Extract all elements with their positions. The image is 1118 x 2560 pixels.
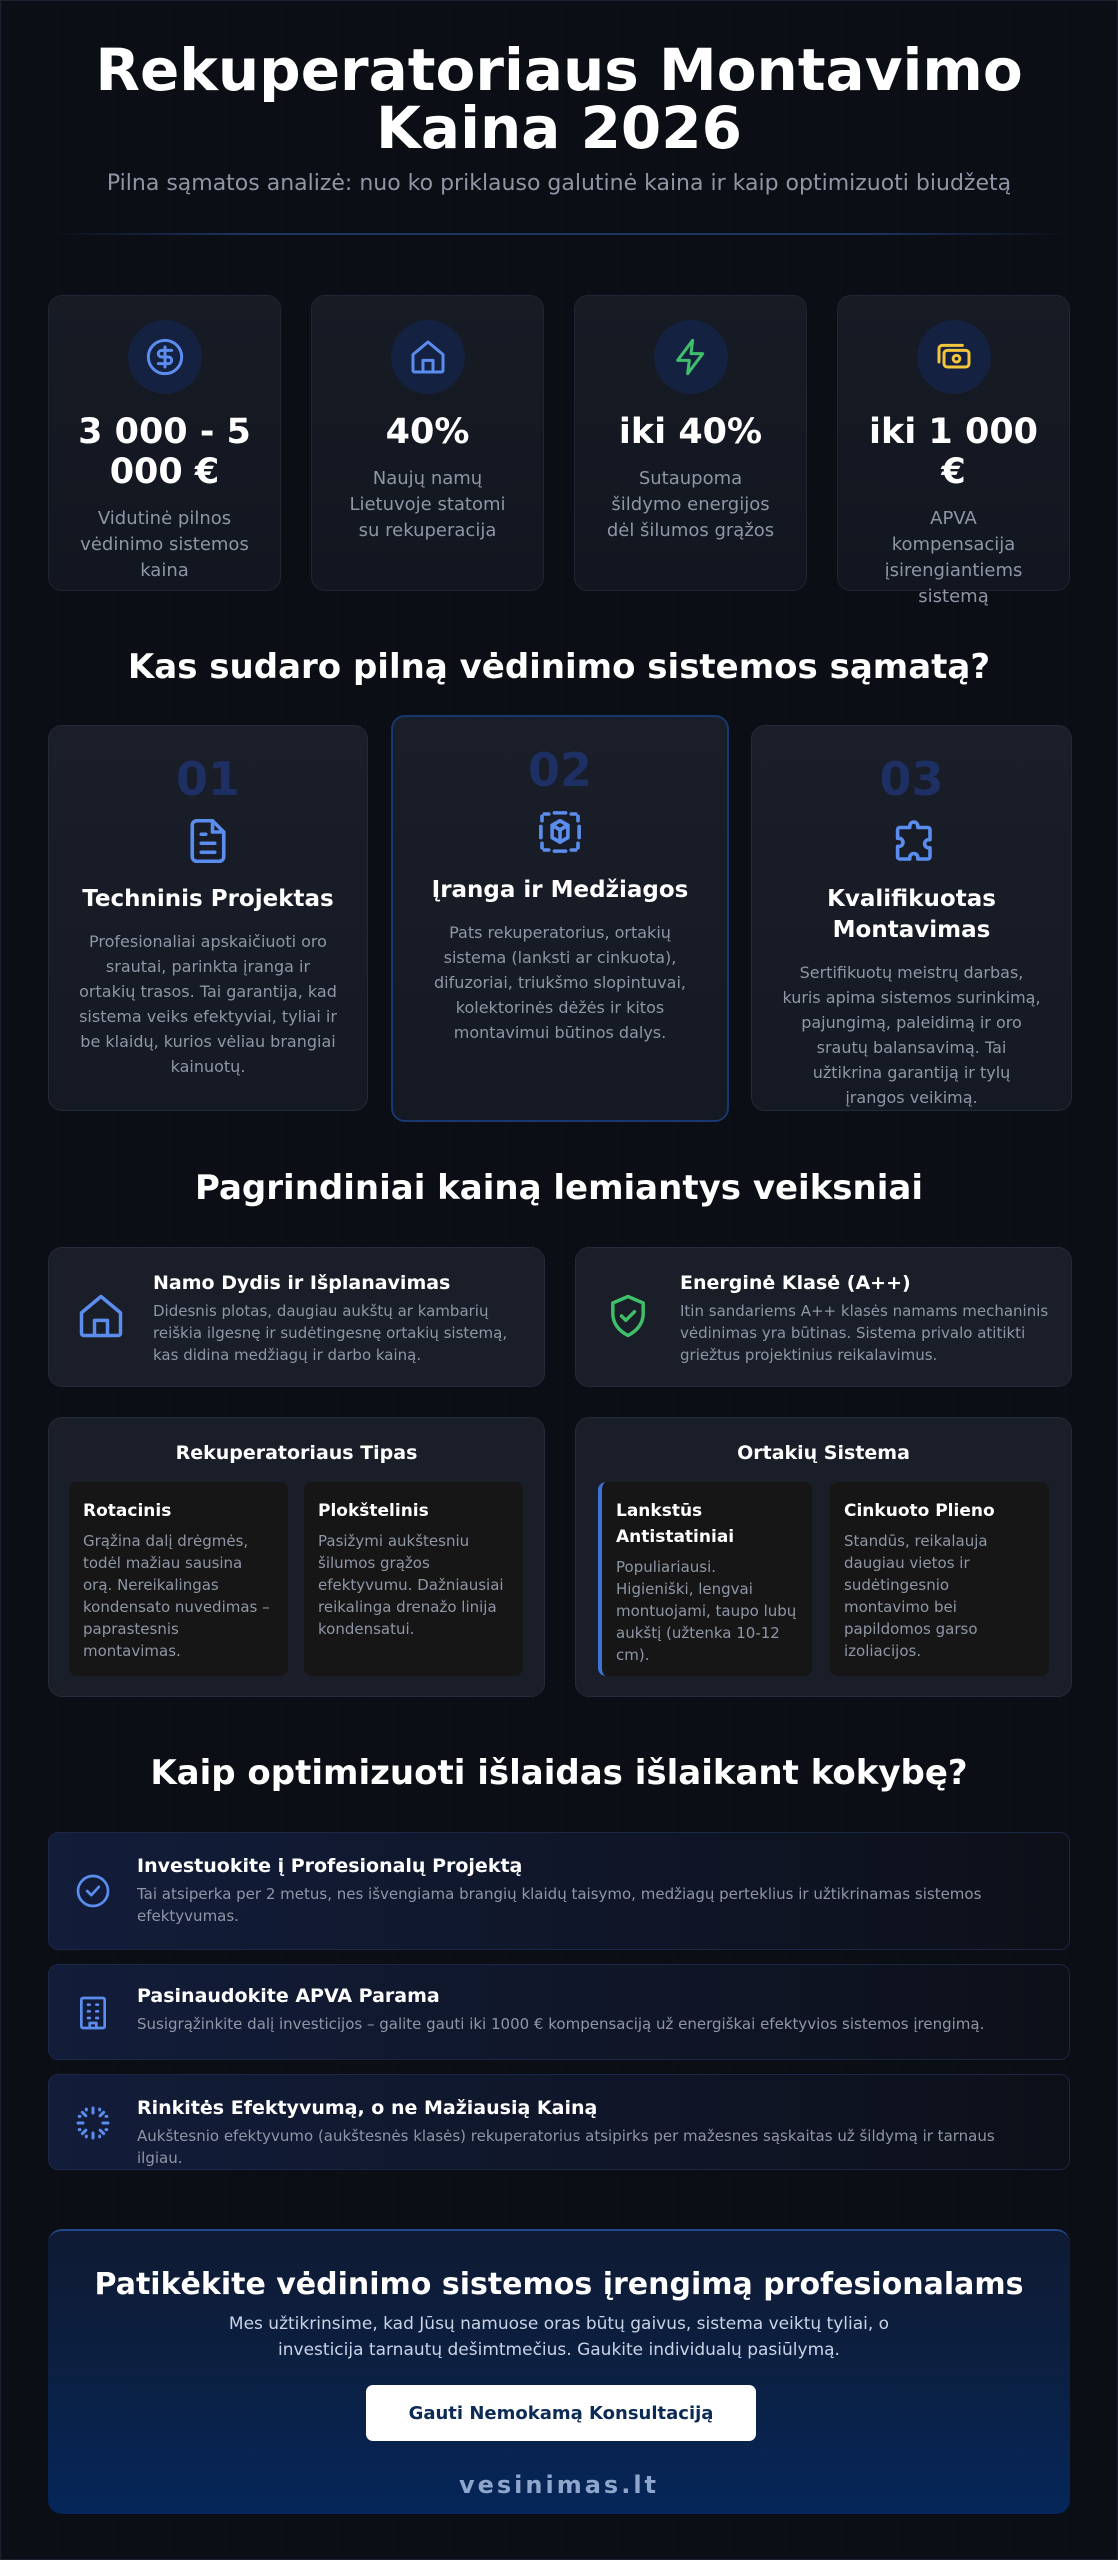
component-title: Įranga ir Medžiagos	[431, 877, 689, 903]
stat-value: iki 1 000 €	[868, 412, 1039, 492]
dollar-icon	[128, 320, 202, 394]
tip-title: Pasinaudokite APVA Parama	[137, 1985, 440, 2007]
banknote-icon	[917, 320, 991, 394]
component-number: 02	[527, 743, 592, 797]
option-description: Standūs, reikalauja daugiau vietos ir sudėtingesnio montavimo bei papildomos garso izoliacijos.	[844, 1532, 988, 1660]
group-title: Ortakių Sistema	[737, 1442, 910, 1464]
page-title-line-1: Rekuperatoriaus Montavimo	[95, 36, 1023, 104]
home-icon	[391, 320, 465, 394]
page-title-line-2: Kaina 2026	[375, 94, 742, 162]
tip-card-apva	[48, 1964, 1070, 2060]
tip-description: Tai atsiperka per 2 metus, nes išvengiama brangių klaidų taisymo, medžiagų perteklius ir užtikrinamas sistemos efektyvumas.	[137, 1885, 982, 1925]
factor-title: Energinė Klasė (A++)	[680, 1272, 911, 1294]
page-title	[48, 36, 1070, 162]
factor-card-house-size	[48, 1247, 545, 1387]
component-title: Techninis Projektas	[82, 886, 334, 912]
brand-name: vesinimas.lt	[458, 2471, 660, 2499]
factor-group-duct-system	[575, 1417, 1072, 1697]
stat-card-price	[48, 295, 281, 591]
component-description: Sertifikuotų meistrų darbas, kuris apima sistemos surinkimą, pajungimą, paleidimą ir oro srautų balansavimą. Tai užtikrina garantiją ir tylų įrangos veikimą.	[782, 963, 1041, 1107]
option-card-plate	[304, 1482, 523, 1676]
components-section-title: Kas sudaro pilną vėdinimo sistemos sąmatą?	[127, 647, 991, 687]
zap-icon	[654, 320, 728, 394]
stat-description: APVA kompensacija įsirengiantiems sistemą	[884, 508, 1023, 607]
factor-description: Itin sandariems A++ klasės namams mechaninis vėdinimas yra būtinas. Sistema privalo atitikti griežtus projektinius reikalavimus.	[680, 1302, 1049, 1364]
option-card-rotary	[69, 1482, 288, 1676]
loader-icon	[73, 2103, 113, 2143]
document-icon	[181, 814, 235, 868]
cta-panel	[48, 2229, 1070, 2514]
component-card-installation	[751, 725, 1072, 1111]
factors-section-title: Pagrindiniai kainą lemiantys veiksniai	[194, 1168, 923, 1208]
puzzle-icon	[885, 814, 939, 868]
stat-card-share	[311, 295, 544, 591]
cta-title: Patikėkite vėdinimo sistemos įrengimą profesionalams	[94, 2267, 1024, 2302]
tip-title: Rinkitės Efektyvumą, o ne Mažiausią Kainą	[137, 2097, 598, 2119]
option-title: Rotacinis	[83, 1501, 172, 1521]
shield-check-icon	[602, 1290, 654, 1342]
stat-value: 40%	[385, 412, 470, 452]
stat-description: Naujų namų Lietuvoje statomi su rekuperacija	[349, 468, 506, 541]
component-number: 01	[175, 752, 240, 806]
option-description: Grąžina dalį drėgmės, todėl mažiau sausina orą. Nereikalingas kondensato nuvedimas – paprastesnis montavimas.	[83, 1532, 270, 1660]
building-icon	[73, 1993, 113, 2033]
factor-description: Didesnis plotas, daugiau aukštų ar kambarių reiškia ilgesnę ir sudėtingesnę ortakių sistemą, kas didina medžiagų ir darbo kainą.	[153, 1302, 508, 1364]
option-card-galvanized-ducts	[830, 1482, 1049, 1676]
factor-card-energy-class	[575, 1247, 1072, 1387]
component-card-project	[48, 725, 368, 1111]
stat-description: Vidutinė pilnos vėdinimo sistemos kaina	[80, 508, 249, 581]
tip-title: Investuokite į Profesionalų Projektą	[137, 1855, 523, 1877]
factor-group-recuperator-type	[48, 1417, 545, 1697]
option-description: Pasižymi aukštesniu šilumos grąžos efektyvumu. Dažniausiai reikalinga drenažo linija kondensatui.	[318, 1532, 504, 1638]
box-icon	[533, 805, 587, 859]
header-divider	[48, 233, 1070, 235]
component-card-equipment	[391, 715, 729, 1122]
stat-card-compensation	[837, 295, 1070, 607]
option-title: Plokštelinis	[318, 1501, 429, 1521]
option-card-flexible-ducts	[598, 1482, 812, 1676]
option-title: Lankstūs Antistatiniai	[616, 1501, 735, 1547]
component-title: Kvalifikuotas Montavimas	[827, 886, 996, 943]
consultation-button[interactable]: Gauti Nemokamą Konsultaciją	[366, 2385, 756, 2441]
stat-description: Sutaupoma šildymo energijos dėl šilumos grąžos	[606, 468, 775, 541]
group-title: Rekuperatoriaus Tipas	[175, 1442, 418, 1464]
page-subtitle: Pilna sąmatos analizė: nuo ko priklauso galutinė kaina ir kaip optimizuoti biudžetą	[106, 171, 1012, 196]
home-icon	[75, 1290, 127, 1342]
stats-row	[48, 295, 1070, 607]
tips-section-title: Kaip optimizuoti išlaidas išlaikant kokybę?	[150, 1753, 968, 1793]
tip-card-project	[48, 1832, 1070, 1950]
option-title: Cinkuoto Plieno	[844, 1501, 995, 1521]
component-description: Profesionaliai apskaičiuoti oro srautai, parinkta įranga ir ortakių trasos. Tai garantija, kad sistema veiks efektyviai, tyliai ir be klaidų, kurios vėliau brangiai kainuotų.	[79, 932, 337, 1076]
stat-card-savings	[574, 295, 807, 591]
tip-card-efficiency	[48, 2074, 1070, 2170]
component-number: 03	[879, 752, 944, 806]
factor-title: Namo Dydis ir Išplanavimas	[153, 1272, 451, 1294]
cta-description: Mes užtikrinsime, kad Jūsų namuose oras būtų gaivus, sistema veiktų tyliai, o investicija tarnautų dešimtmečius. Gaukite individualų pasiūlymą.	[228, 2314, 890, 2360]
tip-description: Susigrąžinkite dalį investicijos – galite gauti iki 1000 € kompensaciją už energiškai efektyvios sistemos įrengimą.	[137, 2015, 985, 2033]
stat-value: 3 000 - 5 000 €	[78, 412, 251, 492]
option-description: Populiariausi. Higieniški, lengvai montuojami, taupo lubų aukštį (užtenka 10-12 cm).	[616, 1558, 797, 1664]
stat-value: iki 40%	[618, 412, 763, 452]
component-description: Pats rekuperatorius, ortakių sistema (lanksti ar cinkuota), difuzoriai, triukšmo slopintuvai, kolektorinės dėžės ir kitos montavimui būtinos dalys.	[433, 923, 687, 1042]
check-circle-icon	[73, 1871, 113, 1911]
tip-description: Aukštesnio efektyvumo (aukštesnės klasės) rekuperatorius atsipirks per mažesnes sąskaitas už šildymą ir tarnaus ilgiau.	[137, 2127, 995, 2167]
